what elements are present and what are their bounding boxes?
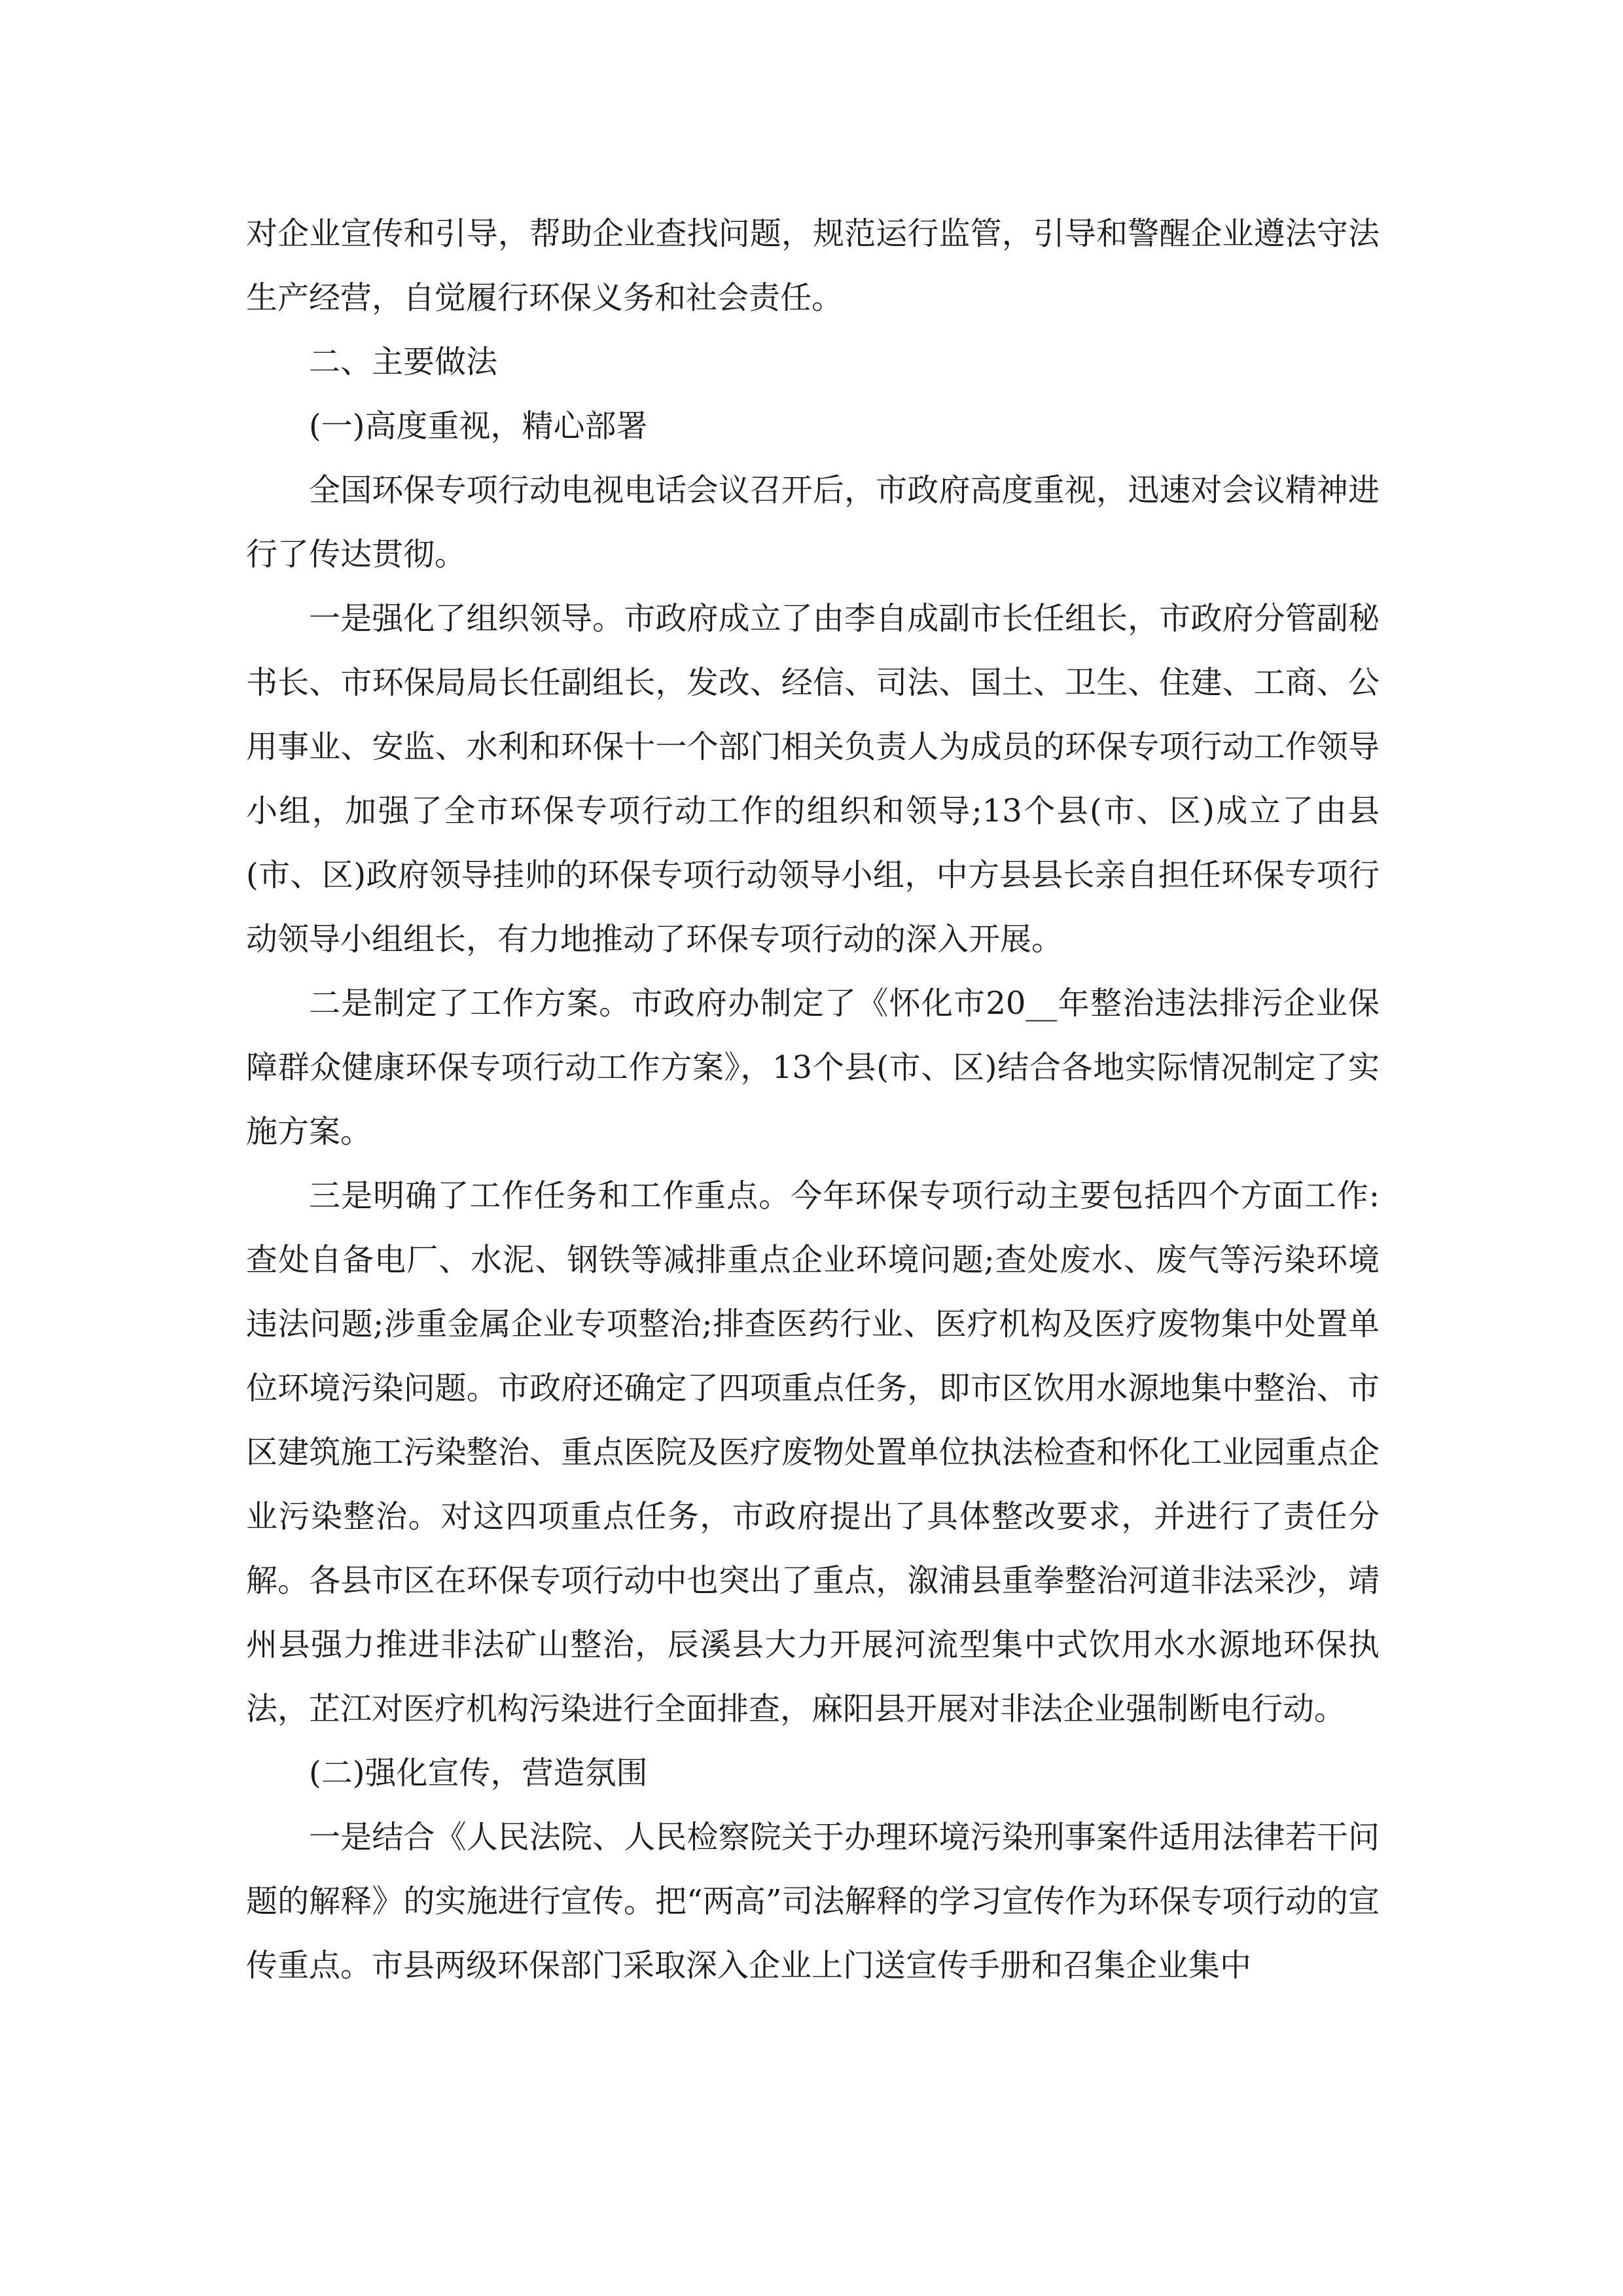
paragraph-work-plan: 二是制定了工作方案。市政府办制定了《怀化市20__年整治违法排污企业保障群众健康环保专项行动工作方案》，13个县(市、区)结合各地实际情况制定了实施方案。 xyxy=(246,985,1380,1150)
paragraph-meeting: 全国环保专项行动电视电话会议召开后，市政府高度重视，迅速对会议精神进行了传达贯彻。 xyxy=(246,472,1380,573)
section-heading-main-practices: 二、主要做法 xyxy=(309,344,498,380)
paragraph-tasks: 三是明确了工作任务和工作重点。今年环保专项行动主要包括四个方面工作:查处自备电厂、水泥、钢铁等减排重点企业环境问题;查处废水、废气等污染环境违法问题;涉重金属企业专项整治;排查医药行业、医疗机构及医疗废物集中处置单位环境污染问题。市政府还确定了四项重点任务，即市区饮用水源地集中整治、市区建筑施工污染整治、重点医院及医疗废物处置单位执法检查和怀化工业园重点企业污染整治。对这四项重点任务，市政府提出了具体整改要求，并进行了责任分解。各县市区在环保专项行动中也突出了重点，溆浦县重拳整治河道非法采沙，靖州县强力推进非法矿山整治，辰溪县大力开展河流型集中式饮用水水源地环保执法，芷江对医疗机构污染进行全面排查，麻阳县开展对非法企业强制断电行动。 xyxy=(246,1177,1380,1727)
subsection-heading-1: (一)高度重视，精心部署 xyxy=(309,408,648,444)
document-body xyxy=(246,202,1380,1998)
paragraph-leadership: 一是强化了组织领导。市政府成立了由李自成副市长任组长，市政府分管副秘书长、市环保局局长任副组长，发改、经信、司法、国土、卫生、住建、工商、公用事业、安监、水利和环保十一个部门相关负责人为成员的环保专项行动工作领导小组，加强了全市环保专项行动工作的组织和领导;13个县(市、区)成立了由县(市、区)政府领导挂帅的环保专项行动领导小组，中方县县长亲自担任环保专项行动领导小组组长，有力地推动了环保专项行动的深入开展。 xyxy=(246,600,1380,958)
subsection-heading-2: (二)强化宣传，营造氛围 xyxy=(309,1755,648,1791)
paragraph-continuation: 对企业宣传和引导，帮助企业查找问题，规范运行监管，引导和警醒企业遵法守法生产经营，自觉履行环保义务和社会责任。 xyxy=(246,215,1380,316)
paragraph-publicity: 一是结合《人民法院、人民检察院关于办理环境污染刑事案件适用法律若干问题的解释》的实施进行宣传。把“两高”司法解释的学习宣传作为环保专项行动的宣传重点。市县两级环保部门采取深入企业上门送宣传手册和召集企业集中 xyxy=(246,1819,1380,1984)
